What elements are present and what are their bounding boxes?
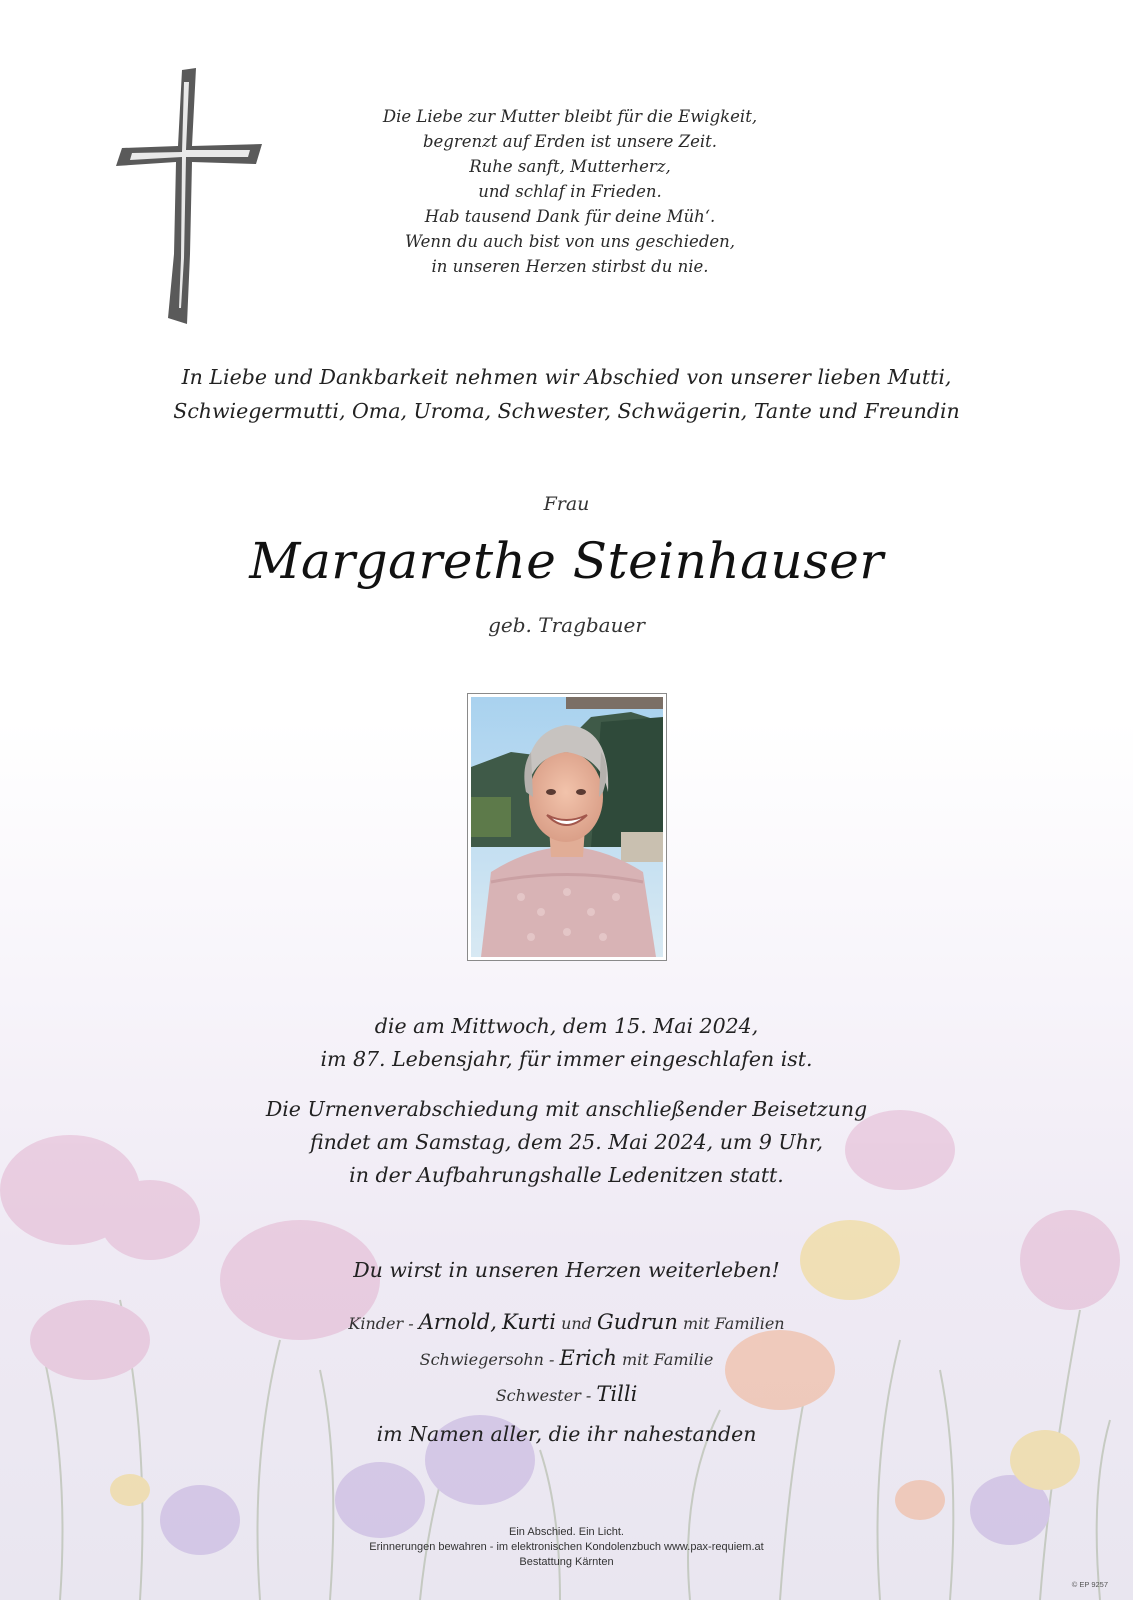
death-line-1: die am Mittwoch, dem 15. Mai 2024, [374,1014,759,1038]
footer [0,1525,1133,1570]
relation-label: Schwiegersohn - [419,1350,555,1369]
poem-line: Wenn du auch bist von uns geschieden, [404,232,736,251]
family-name: Erich [559,1346,617,1370]
print-code: © EP 9257 [1071,1580,1108,1589]
intro-text [0,360,1133,428]
footer-line-3: Bestattung Kärnten [519,1556,614,1568]
family-row [0,1341,1133,1377]
family-list [0,1305,1133,1413]
footer-line-1: Ein Abschied. Ein Licht. [509,1526,624,1538]
family-row [0,1377,1133,1413]
salutation: Frau [543,493,590,515]
funeral-line-2: findet am Samstag, dem 25. Mai 2024, um 9 Uhr, [310,1130,823,1154]
funeral-line-1: Die Urnenverabschiedung mit anschließender Beisetzung [265,1097,868,1121]
family-name: Kurti [502,1310,556,1334]
poem [360,104,780,279]
poem-line: in unseren Herzen stirbst du nie. [431,257,709,276]
death-line-2: im 87. Lebensjahr, für immer eingeschlafen ist. [320,1047,813,1071]
farewell-message: Du wirst in unseren Herzen weiterleben! [353,1258,780,1282]
family-name: Arnold, [418,1310,497,1334]
conjunction: und [561,1314,592,1333]
poem-line: Ruhe sanft, Mutterherz, [469,157,671,176]
maiden-name: geb. Tragbauer [488,613,645,637]
funeral-line-3: in der Aufbahrungshalle Ledenitzen statt. [349,1163,784,1187]
relation-label: Schwester - [495,1386,592,1405]
relation-suffix: mit Familie [622,1350,714,1369]
portrait-frame [467,693,667,961]
intro-line-1: In Liebe und Dankbarkeit nehmen wir Abschied von unserer lieben Mutti, [181,365,952,389]
closing-line: im Namen aller, die ihr nahestanden [376,1422,757,1446]
poem-line: begrenzt auf Erden ist unsere Zeit. [422,132,718,151]
footer-line-2[interactable]: Erinnerungen bewahren - im elektronischen Kondolenzbuch www.pax-requiem.at [369,1541,764,1553]
poem-line: Die Liebe zur Mutter bleibt für die Ewigkeit, [382,107,758,126]
relation-suffix: mit Familien [682,1314,785,1333]
poem-line: und schlaf in Frieden. [478,182,662,201]
deceased-name: Margarethe Steinhauser [249,532,884,590]
intro-line-2: Schwiegermutti, Oma, Uroma, Schwester, Schwägerin, Tante und Freundin [173,399,960,423]
relation-label: Kinder - [348,1314,414,1333]
family-name: Gudrun [597,1310,678,1334]
family-name: Tilli [596,1382,638,1406]
cross-icon [110,68,270,326]
family-row [0,1305,1133,1341]
poem-line: Hab tausend Dank für deine Müh‘. [424,207,716,226]
portrait-photo [471,697,663,957]
